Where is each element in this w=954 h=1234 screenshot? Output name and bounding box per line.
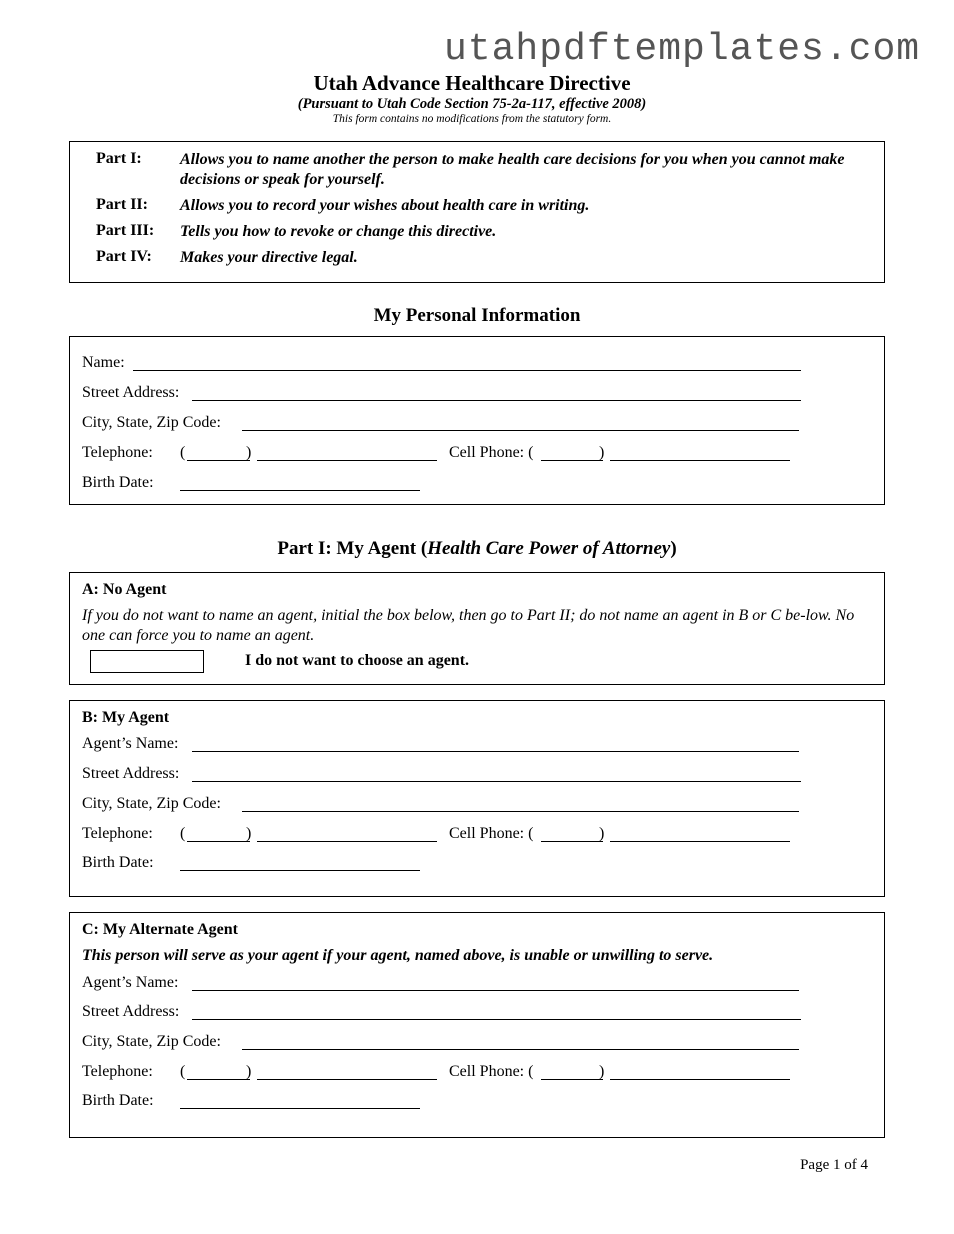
alt-agent-cell-phone-number-field[interactable] <box>610 1079 790 1080</box>
street-label: Street Address: <box>82 1003 180 1020</box>
no-agent-header: A: No Agent <box>82 581 167 598</box>
area-open: ( <box>180 825 186 842</box>
birth-date-field[interactable] <box>180 490 420 491</box>
cell-phone-label: Cell Phone: ( <box>449 444 534 461</box>
part-description: Makes your directive legal. <box>180 249 358 266</box>
area-open: ( <box>180 1063 186 1080</box>
alt-agent-name-row <box>82 973 802 993</box>
agent-telephone-row <box>82 824 802 844</box>
cell-phone-label: Cell Phone: ( <box>449 1063 534 1080</box>
page-number: Page 1 of 4 <box>800 1157 868 1173</box>
parts-overview-box <box>69 141 885 283</box>
agent-name-field[interactable] <box>192 751 799 752</box>
form-note: This form contains no modifications from the statutory form. <box>332 113 612 125</box>
street-address-field[interactable] <box>192 400 801 401</box>
personal-info-box <box>69 336 885 505</box>
part-label: Part IV: <box>96 248 152 265</box>
city-label: City, State, Zip Code: <box>82 795 221 812</box>
cell-phone-number-field[interactable] <box>610 460 790 461</box>
birth-date-label: Birth Date: <box>82 1092 154 1109</box>
alt-agent-city-state-zip-field[interactable] <box>242 1049 799 1050</box>
agent-birth-row <box>82 853 802 873</box>
part-description: Allows you to name another the person to make health care decisions for you when you cannot make decisions or speak for yourself. <box>180 151 845 188</box>
cell-area-code-field[interactable] <box>541 460 603 461</box>
alt-agent-telephone-area-code-field[interactable] <box>187 1079 250 1080</box>
area-close: ) <box>246 825 252 842</box>
alt-agent-birth-date-field[interactable] <box>180 1108 420 1109</box>
part-label: Part II: <box>96 196 148 213</box>
alt-agent-telephone-row <box>82 1062 802 1082</box>
form-title: Utah Advance Healthcare Directive <box>313 71 631 95</box>
city-label: City, State, Zip Code: <box>82 414 221 431</box>
watermark-text: utahpdftemplates.com <box>444 28 921 71</box>
part-label: Part I: <box>96 150 142 167</box>
telephone-area-code-field[interactable] <box>187 460 250 461</box>
birth-row <box>82 473 802 493</box>
name-row <box>82 353 802 373</box>
form-subtitle: (Pursuant to Utah Code Section 75-2a-117, effective 2008) <box>297 96 647 112</box>
alternate-agent-instructions: This person will serve as your agent if your agent, named above, is unable or unwilling to serve. <box>82 947 714 964</box>
area-close: ) <box>246 1063 252 1080</box>
city-label: City, State, Zip Code: <box>82 1033 221 1050</box>
street-row <box>82 383 802 403</box>
alt-agent-name-field[interactable] <box>192 990 799 991</box>
part-label: Part III: <box>96 222 155 239</box>
agent-city-row <box>82 794 802 814</box>
city-row <box>82 413 802 433</box>
birth-date-label: Birth Date: <box>82 854 154 871</box>
my-agent-box <box>69 700 885 897</box>
alternate-agent-box <box>69 912 885 1138</box>
part1-title-suffix: ) <box>670 538 677 559</box>
part1-title <box>0 538 954 560</box>
personal-info-title: My Personal Information <box>373 305 581 326</box>
cell-phone-label: Cell Phone: ( <box>449 825 534 842</box>
agent-birth-date-field[interactable] <box>180 870 420 871</box>
agent-name-label: Agent’s Name: <box>82 735 179 752</box>
no-agent-choice-label: I do not want to choose an agent. <box>245 652 470 669</box>
area-close: ) <box>246 444 252 461</box>
no-agent-instructions: If you do not want to name an agent, initial the box below, then go to Part II; do not name an agent in B or C be-low. No one can force you to name an agent. <box>82 607 855 644</box>
street-label: Street Address: <box>82 384 180 401</box>
telephone-label: Telephone: <box>82 444 153 461</box>
telephone-row <box>82 443 802 463</box>
alt-agent-cell-area-code-field[interactable] <box>541 1079 603 1080</box>
no-agent-initial-box[interactable] <box>90 650 204 673</box>
name-label: Name: <box>82 354 125 371</box>
agent-telephone-number-field[interactable] <box>257 841 437 842</box>
telephone-label: Telephone: <box>82 1063 153 1080</box>
street-label: Street Address: <box>82 765 180 782</box>
agent-street-row <box>82 764 802 784</box>
alt-agent-telephone-number-field[interactable] <box>257 1079 437 1080</box>
agent-cell-phone-number-field[interactable] <box>610 841 790 842</box>
area-open: ( <box>180 444 186 461</box>
agent-city-state-zip-field[interactable] <box>242 811 799 812</box>
agent-name-label: Agent’s Name: <box>82 974 179 991</box>
part1-title-italic: Health Care Power of Attorney <box>427 538 671 559</box>
city-state-zip-field[interactable] <box>242 430 799 431</box>
agent-telephone-area-code-field[interactable] <box>187 841 250 842</box>
no-agent-box <box>69 572 885 685</box>
area-close: ) <box>599 825 605 842</box>
agent-name-row <box>82 734 802 754</box>
agent-cell-area-code-field[interactable] <box>541 841 603 842</box>
part1-title-prefix: Part I: My Agent ( <box>277 538 428 559</box>
part-description: Tells you how to revoke or change this directive. <box>180 223 497 240</box>
alt-agent-street-address-field[interactable] <box>192 1019 801 1020</box>
my-agent-header: B: My Agent <box>82 709 170 726</box>
area-close: ) <box>599 1063 605 1080</box>
agent-street-address-field[interactable] <box>192 781 801 782</box>
part-description: Allows you to record your wishes about health care in writing. <box>180 197 590 214</box>
birth-date-label: Birth Date: <box>82 474 154 491</box>
telephone-label: Telephone: <box>82 825 153 842</box>
telephone-number-field[interactable] <box>257 460 437 461</box>
alt-agent-city-row <box>82 1032 802 1052</box>
area-close: ) <box>599 444 605 461</box>
alt-agent-street-row <box>82 1002 802 1022</box>
alternate-agent-header: C: My Alternate Agent <box>82 921 238 938</box>
name-field[interactable] <box>133 370 801 371</box>
alt-agent-birth-row <box>82 1091 802 1111</box>
